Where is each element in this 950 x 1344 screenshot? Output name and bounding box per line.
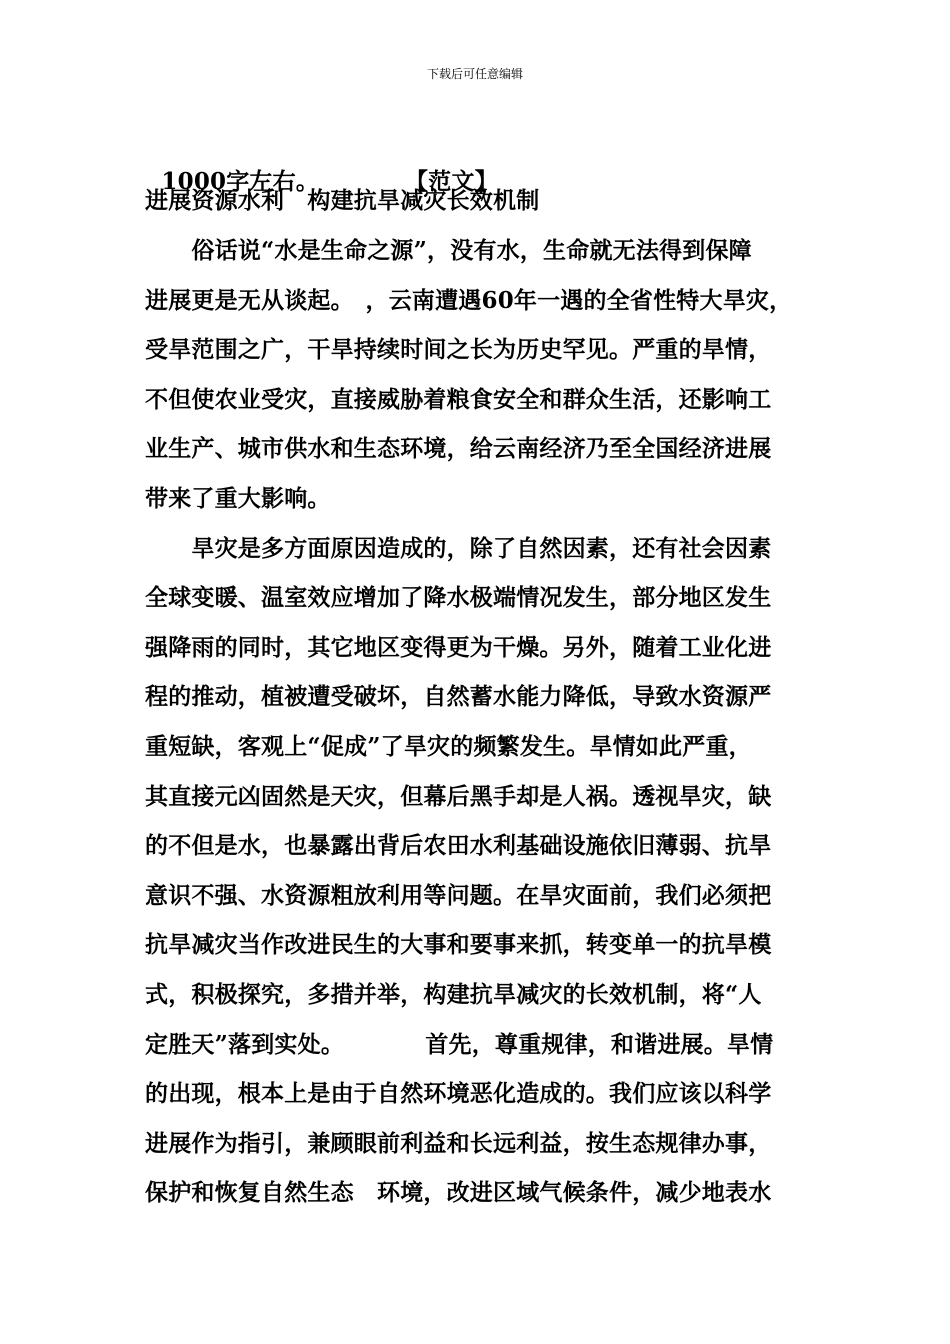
body-line: 带来了重大影响。 [145, 485, 331, 512]
intro-text: 1000字左右。 [161, 168, 320, 195]
body-line: 业生产、城市供水和生态环境，给云南经济乃至全国经济进展 [145, 435, 772, 462]
body-line: 进展作为指引，兼顾眼前利益和长远利益，按生态规律办事， [145, 1130, 772, 1157]
body-line: 全球变暖、温室效应增加了降水极端情况发生，部分地区发生 [145, 584, 772, 611]
sample-tag: 【范文】 [405, 168, 498, 195]
body-line: 受旱范围之广，干旱持续时间之长为历史罕见。严重的旱情， [145, 336, 772, 363]
body-line: 其直接元凶固然是天灾，但幕后黑手却是人祸。透视旱灾，缺 [145, 783, 772, 810]
body-line: 意识不强、水资源粗放利用等问题。在旱灾面前，我们必须把 [145, 882, 772, 909]
essay-title: 进展资源水利 构建抗旱减灾长效机制 [145, 187, 540, 214]
body-line: 强降雨的同时，其它地区变得更为干燥。另外，随着工业化进 [145, 634, 772, 661]
body-line: 进展更是无从谈起。 ，云南遭遇60年一遇的全省性特大旱灾， [145, 287, 793, 314]
body-line: 的不但是水，也暴露出背后农田水利基础设施依旧薄弱、抗旱 [145, 832, 772, 859]
body-line: 保护和恢复自然生态 环境，改进区域气候条件，减少地表水 [145, 1179, 772, 1206]
body-line: 程的推动，植被遭受破坏，自然蓄水能力降低，导致水资源严 [145, 683, 772, 710]
body-line: 式，积极探究，多措并举，构建抗旱减灾的长效机制，将“人 [145, 981, 762, 1008]
body-line: 不但使农业受灾，直接威胁着粮食安全和群众生活，还影响工 [145, 386, 772, 413]
body-line: 抗旱减灾当作改进民生的大事和要事来抓，转变单一的抗旱模 [145, 931, 772, 958]
page-header: 下载后可任意编辑 [426, 67, 523, 81]
body-line: 的出现，根本上是由于自然环境恶化造成的。我们应该以科学 [145, 1080, 772, 1107]
body-line: 旱灾是多方面原因造成的，除了自然因素，还有社会因素 [145, 535, 772, 562]
body-line: 俗话说“水是生命之源”，没有水，生命就无法得到保障 [145, 237, 752, 264]
body-line: 重短缺，客观上“促成”了旱灾的频繁发生。旱情如此严重， [145, 733, 752, 760]
body-line: 定胜天”落到实处。 首先，尊重规律，和谐进展。旱情 [145, 1031, 774, 1058]
